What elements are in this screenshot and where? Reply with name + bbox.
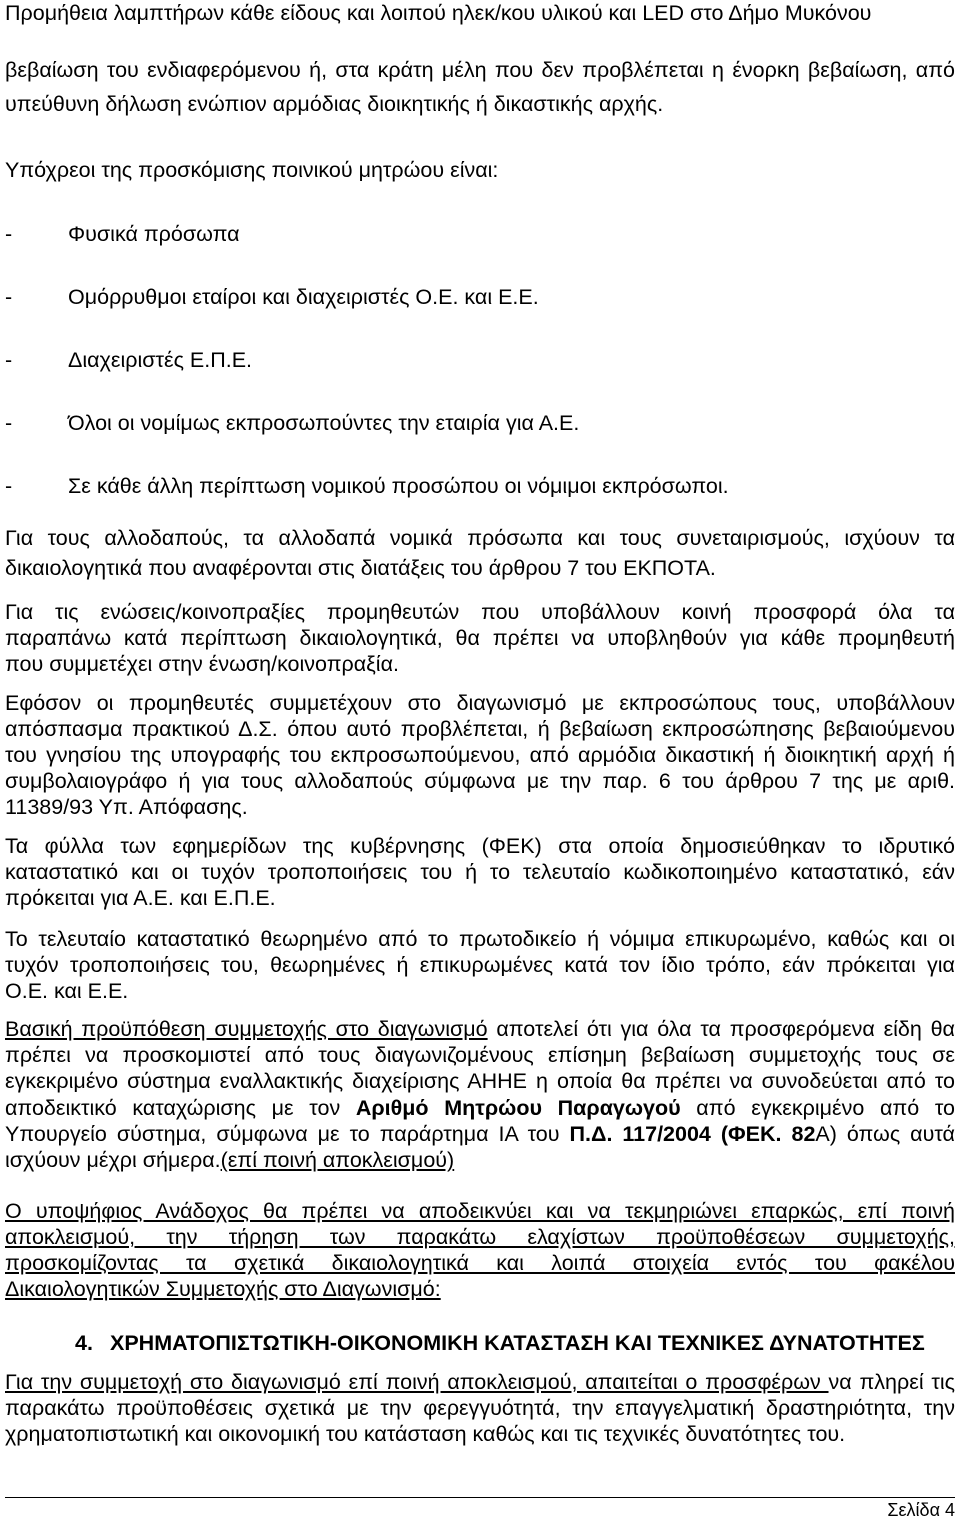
paragraph-line: Για τις ενώσεις/κοινοπραξίες προμηθευτών που υποβάλλουν κοινή προσφορά όλα τα [5,600,955,624]
paragraph-line: καταστατικό και οι τυχόν τροποποιήσεις του ή το τελευταίο κωδικοποιημένο καταστατικό, εάν [5,860,955,884]
paragraph [5,523,955,583]
paragraph-line: βεβαίωση του ενδιαφερόμενου ή, στα κράτη μέλη που δεν προβλέπεται η ένορκη βεβαίωση, από [5,58,955,82]
bold-text: Π.Δ. 117/2004 (ΦΕΚ. 82 [569,1121,816,1146]
bullet-list [5,221,955,536]
paragraph-line: συμβολαιογράφο ή για τους αλλοδαπούς σύμφωνα με την παρ. 6 του άρθρου 7 της με αριθ. [5,769,955,793]
paragraph-line: που συμμετέχει στην ένωση/κοινοπραξία. [5,652,399,676]
paragraph-line: παρακάτω προϋποθέσεις σχετικά με την φερεγγυότητά, την επαγγελματική δραστηριότητα, την [5,1396,955,1420]
paragraph-line: 11389/93 Υπ. Απόφασης. [5,795,248,819]
paragraph [5,833,955,911]
text-segment: από εγκεκριμένο από το [680,1095,955,1120]
text-segment: να πληρεί τις [828,1370,955,1394]
paragraph-line: δικαιολογητικά που αναφέρονται στις διατάξεις του άρθρου 7 του ΕΚΠΟΤΑ. [5,556,716,580]
paragraph-line: υπεύθυνη δήλωση ενώπιον αρμόδιας διοικητικής ή δικαστικής αρχής. [5,92,664,116]
paragraph [5,53,955,121]
list-marker: - [5,285,13,309]
paragraph-line: Το τελευταίο καταστατικό θεωρημένο από το πρωτοδικείο ή νόμιμα επικυρωμένο, καθώς και οι [5,927,955,951]
list-marker: - [5,348,13,372]
paragraph-line: Εφόσον οι προμηθευτές συμμετέχουν στο διαγωνισμό με εκπροσώπους τους, υποβάλλουν [5,691,955,715]
list-item [5,221,955,247]
list-marker: - [5,474,13,498]
list-item-text: Όλοι οι νομίμως εκπροσωπούντες την εταιρία για Α.Ε. [68,411,580,435]
list-marker: - [5,222,13,246]
list-item-text: Διαχειριστές Ε.Π.Ε. [68,348,253,372]
text-segment: Υπουργείο σύστημα, σύμφωνα με το παράρτημα ΙΑ του [5,1121,570,1146]
underlined-text: Για την συμμετοχή στο διαγωνισμό επί ποινή αποκλεισμού, απαιτείται ο προσφέρων [5,1370,829,1394]
bold-text: Αριθμό Μητρώου Παραγωγού [355,1095,681,1120]
paragraph [5,1369,955,1447]
page-header: Προμήθεια λαμπτήρων κάθε είδους και λοιπού ηλεκ/κου υλικού και LED στο Δήμο Μυκόνου [5,1,872,25]
paragraph-line [5,1121,955,1147]
paragraph-line: Τα φύλλα των εφημερίδων της κυβέρνησης (ΦΕΚ) στα οποία δημοσιεύθηκαν το ιδρυτικό [5,834,955,858]
underlined-text: (επί ποινή αποκλεισμού) [220,1147,455,1172]
paragraph-line: Δικαιολογητικών Συμμετοχής στο Διαγωνισμό: [5,1277,441,1301]
section-title: ΧΡΗΜΑΤΟΠΙΣΤΩΤΙΚΗ-ΟΙΚΟΝΟΜΙΚΗ ΚΑΤΑΣΤΑΣΗ ΚΑΙ ΤΕΧΝΙΚΕΣ ΔΥΝΑΤΟΤΗΤΕΣ [110,1331,925,1355]
paragraph-line: εγκεκριμένο σύστημα εναλλακτικής διαχείρισης ΑΗΗΕ η οποία θα πρέπει να συνοδεύεται από το [5,1069,955,1094]
paragraph-line: Ο υποψήφιος Ανάδοχος θα πρέπει να αποδεικνύει και να τεκμηριώνει επαρκώς, επί ποινή [5,1199,955,1223]
paragraph-line [5,1369,955,1395]
paragraph-line [5,1095,955,1121]
paragraph [5,1016,955,1173]
paragraph-line: Για τους αλλοδαπούς, τα αλλοδαπά νομικά πρόσωπα και τους συνεταιρισμούς, ισχύουν τα [5,526,955,550]
list-item [5,473,955,499]
text-segment: αποτελεί ότι για όλα τα προσφερόμενα είδη θα [487,1017,955,1041]
section-number: 4. [75,1331,93,1355]
text-segment: Α) όπως αυτά [815,1121,955,1146]
paragraph [5,157,955,183]
paragraph [5,599,955,677]
paragraph [5,926,955,1004]
underlined-text: Βασική προϋπόθεση συμμετοχής στο διαγωνισμό [5,1017,488,1041]
paragraph-line: προσκομίζοντας τα σχετικά δικαιολογητικά και λοιπά στοιχεία εντός του φακέλου [5,1251,955,1275]
text-segment: ισχύουν μέχρι σήμερα. [5,1147,221,1172]
list-item-text: Φυσικά πρόσωπα [68,222,240,246]
paragraph-line: αποκλεισμού, την τήρηση των παρακάτω ελαχίστων προϋποθέσεων συμμετοχής, [5,1225,955,1249]
paragraph-line: τυχόν τροποποιήσεις του, θεωρημένες ή επικυρωμένες κατά τον ίδιο τρόπο, εάν πρόκειται για [5,953,955,977]
paragraph-line: πρόκειται για Α.Ε. και Ε.Π.Ε. [5,886,276,910]
text-segment: αποδεικτικό καταχώρισης με τον [5,1095,356,1120]
paragraph-line: του γνησίου της υπογραφής του εκπροσωπούμενου, από αρμόδια δικαστική ή διοικητική αρχή ή [5,743,955,767]
paragraph-line [5,1016,955,1042]
paragraph-line: πρέπει να προσκομιστεί από τους διαγωνιζομένους επίσημη βεβαίωση συμμετοχής τους σε [5,1043,955,1068]
paragraph-line [5,1147,955,1173]
paragraph-line: Ο.Ε. και Ε.Ε. [5,979,129,1003]
paragraph-line: χρηματοπιστωτική και οικονομική του κατάσταση καθώς και τις τεχνικές δυνατότητες του. [5,1422,846,1446]
list-marker: - [5,411,13,435]
section-heading [5,1330,955,1356]
paragraph-line: παραπάνω κατά περίπτωση δικαιολογητικά, θα πρέπει να υποβληθούν για κάθε προμηθευτή [5,626,955,650]
paragraph [5,690,955,820]
list-item-text: Ομόρρυθμοι εταίροι και διαχειριστές Ο.Ε. και Ε.Ε. [68,285,539,309]
list-item [5,347,955,373]
list-item [5,284,955,310]
page-number: Σελίδα 4 [887,1500,955,1520]
footer-rule [5,1497,955,1498]
paragraph [5,1198,955,1302]
list-item [5,410,955,436]
paragraph-line: απόσπασμα πρακτικού Δ.Σ. όπου αυτό προβλέπεται, ή βεβαίωση εκπροσώπησης βεβαιούμενου [5,717,955,741]
paragraph-line: Υπόχρεοι της προσκόμισης ποινικού μητρώου είναι: [5,158,499,182]
list-item-text: Σε κάθε άλλη περίπτωση νομικού προσώπου οι νόμιμοι εκπρόσωποι. [68,474,729,498]
